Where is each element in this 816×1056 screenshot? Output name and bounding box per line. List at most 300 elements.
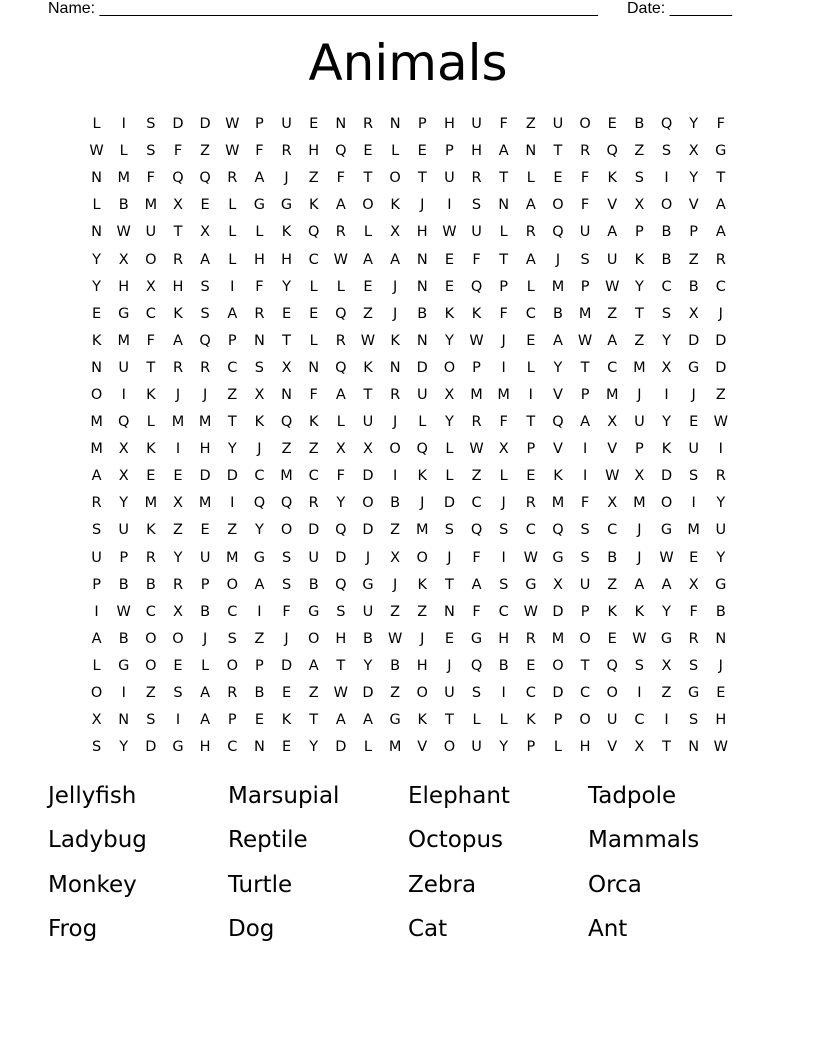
grid-letter[interactable]: T xyxy=(634,305,644,322)
grid-letter[interactable]: A xyxy=(91,630,102,647)
grid-letter[interactable]: Z xyxy=(254,630,265,647)
grid-letter[interactable]: P xyxy=(689,224,699,241)
grid-letter[interactable]: M xyxy=(687,522,700,539)
grid-letter[interactable]: E xyxy=(173,657,183,674)
grid-letter[interactable]: A xyxy=(200,251,211,268)
grid-letter[interactable]: N xyxy=(389,359,401,376)
grid-letter[interactable]: B xyxy=(661,224,672,241)
grid-letter[interactable]: W xyxy=(469,332,484,349)
grid-letter[interactable]: S xyxy=(499,576,509,593)
grid-letter[interactable]: A xyxy=(498,143,509,160)
grid-letter[interactable]: X xyxy=(145,278,156,295)
grid-letter[interactable]: T xyxy=(363,386,373,403)
grid-letter[interactable]: N xyxy=(91,170,102,187)
grid-letter[interactable]: K xyxy=(444,305,455,322)
grid-letter[interactable]: N xyxy=(118,712,130,729)
grid-letter[interactable]: A xyxy=(715,197,726,214)
grid-letter[interactable]: S xyxy=(336,603,346,620)
grid-letter[interactable]: C xyxy=(254,468,265,485)
grid-letter[interactable]: N xyxy=(416,251,428,268)
grid-letter[interactable]: O xyxy=(226,657,238,674)
grid-letter[interactable]: M xyxy=(198,495,212,512)
grid-letter[interactable]: N xyxy=(253,332,265,349)
grid-letter[interactable]: U xyxy=(281,116,292,133)
grid-letter[interactable]: F xyxy=(173,143,183,160)
grid-letter[interactable]: V xyxy=(607,197,618,214)
grid-letter[interactable]: W xyxy=(89,143,104,160)
grid-letter[interactable]: Q xyxy=(335,522,347,539)
grid-letter[interactable]: G xyxy=(308,603,320,620)
grid-letter[interactable]: Z xyxy=(363,305,373,322)
grid-letter[interactable]: M xyxy=(470,386,483,403)
grid-letter[interactable]: Y xyxy=(499,739,509,756)
grid-letter[interactable]: R xyxy=(308,495,319,512)
grid-letter[interactable]: E xyxy=(444,251,454,268)
grid-letter[interactable]: P xyxy=(526,739,536,756)
grid-letter[interactable]: W xyxy=(523,603,538,620)
grid-letter[interactable]: O xyxy=(443,359,456,376)
grid-letter[interactable]: U xyxy=(552,116,564,133)
grid-letter[interactable]: Z xyxy=(227,522,238,539)
grid-letter[interactable]: D xyxy=(172,116,184,133)
grid-letter[interactable]: M xyxy=(117,332,130,349)
grid-letter[interactable]: D xyxy=(199,116,211,133)
grid-letter[interactable]: I xyxy=(664,170,669,187)
grid-letter[interactable]: T xyxy=(444,576,454,593)
grid-letter[interactable]: Q xyxy=(280,495,293,512)
grid-letter[interactable]: F xyxy=(336,468,345,485)
grid-letter[interactable]: Z xyxy=(715,386,726,403)
grid-letter[interactable]: R xyxy=(227,170,238,187)
grid-letter[interactable]: J xyxy=(202,630,208,647)
grid-letter[interactable]: E xyxy=(309,116,319,133)
grid-letter[interactable]: Z xyxy=(471,468,482,485)
grid-letter[interactable]: X xyxy=(281,359,292,376)
grid-letter[interactable]: F xyxy=(472,251,481,268)
grid-letter[interactable]: W xyxy=(469,441,484,458)
grid-letter[interactable]: W xyxy=(713,739,728,756)
grid-letter[interactable]: F xyxy=(255,143,264,160)
grid-letter[interactable]: T xyxy=(580,359,590,376)
grid-letter[interactable]: U xyxy=(362,414,374,431)
grid-letter[interactable]: O xyxy=(145,630,157,647)
grid-letter[interactable]: X xyxy=(607,414,618,431)
grid-letter[interactable]: O xyxy=(579,712,591,729)
grid-letter[interactable]: A xyxy=(91,468,102,485)
grid-letter[interactable]: K xyxy=(634,603,645,620)
grid-letter[interactable]: T xyxy=(417,170,427,187)
grid-letter[interactable]: O xyxy=(552,197,564,214)
grid-letter[interactable]: C xyxy=(308,251,319,268)
grid-letter[interactable]: W xyxy=(442,224,457,241)
grid-letter[interactable]: T xyxy=(282,332,291,349)
grid-letter[interactable]: U xyxy=(145,224,157,241)
grid-letter[interactable]: P xyxy=(227,712,237,729)
grid-letter[interactable]: L xyxy=(391,143,400,160)
grid-letter[interactable]: I xyxy=(392,468,398,485)
grid-letter[interactable]: J xyxy=(637,522,642,539)
grid-letter[interactable]: C xyxy=(715,278,726,295)
grid-letter[interactable]: C xyxy=(661,278,672,295)
grid-letter[interactable]: O xyxy=(389,441,401,458)
grid-letter[interactable]: G xyxy=(525,576,537,593)
grid-letter[interactable]: K xyxy=(173,305,183,322)
grid-letter[interactable]: U xyxy=(118,522,130,539)
grid-letter[interactable]: R xyxy=(471,170,482,187)
grid-letter[interactable]: M xyxy=(144,197,158,214)
grid-letter[interactable]: J xyxy=(392,305,398,322)
grid-letter[interactable]: T xyxy=(580,657,590,674)
grid-letter[interactable]: L xyxy=(119,143,128,160)
grid-letter[interactable]: Y xyxy=(662,603,671,620)
grid-letter[interactable]: X xyxy=(254,386,265,403)
grid-letter[interactable]: N xyxy=(91,224,102,241)
grid-letter[interactable]: S xyxy=(580,549,590,566)
grid-letter[interactable]: C xyxy=(498,603,509,620)
grid-letter[interactable]: M xyxy=(117,170,130,187)
grid-letter[interactable]: U xyxy=(118,359,130,376)
grid-letter[interactable]: T xyxy=(662,739,671,756)
grid-letter[interactable]: O xyxy=(660,197,673,214)
grid-letter[interactable]: W xyxy=(360,332,376,349)
grid-letter[interactable]: F xyxy=(499,116,508,133)
grid-letter[interactable]: O xyxy=(226,576,238,593)
grid-letter[interactable]: E xyxy=(553,170,563,187)
grid-letter[interactable]: Z xyxy=(200,143,211,160)
grid-letter[interactable]: U xyxy=(416,386,428,403)
grid-letter[interactable]: J xyxy=(420,630,425,647)
grid-letter[interactable]: L xyxy=(92,197,101,214)
grid-letter[interactable]: O xyxy=(579,630,591,647)
grid-letter[interactable]: D xyxy=(660,468,673,485)
grid-letter[interactable]: M xyxy=(198,414,212,431)
grid-letter[interactable]: G xyxy=(660,522,673,539)
grid-letter[interactable]: A xyxy=(553,332,563,349)
grid-letter[interactable]: Z xyxy=(417,603,428,620)
grid-letter[interactable]: I xyxy=(175,712,181,729)
grid-letter[interactable]: E xyxy=(607,116,617,133)
grid-letter[interactable]: S xyxy=(200,278,210,295)
grid-letter[interactable]: X xyxy=(91,712,102,729)
grid-letter[interactable]: I xyxy=(691,495,696,512)
grid-letter[interactable]: G xyxy=(715,143,727,160)
grid-letter[interactable]: Q xyxy=(606,143,618,160)
grid-letter[interactable]: Y xyxy=(254,522,264,539)
grid-letter[interactable]: R xyxy=(335,224,346,241)
grid-letter[interactable]: X xyxy=(118,251,129,268)
grid-letter[interactable]: M xyxy=(497,386,510,403)
grid-letter[interactable]: Q xyxy=(253,495,266,512)
grid-letter[interactable]: V xyxy=(607,739,618,756)
grid-letter[interactable]: D xyxy=(416,359,428,376)
grid-letter[interactable]: M xyxy=(280,468,293,485)
grid-letter[interactable]: E xyxy=(91,305,102,322)
grid-letter[interactable]: Z xyxy=(634,143,645,160)
grid-letter[interactable]: Z xyxy=(308,441,319,458)
grid-letter[interactable]: P xyxy=(580,278,590,295)
grid-letter[interactable]: L xyxy=(336,414,345,431)
grid-letter[interactable]: A xyxy=(661,576,672,593)
grid-letter[interactable]: M xyxy=(171,414,185,431)
grid-letter[interactable]: M xyxy=(226,549,239,566)
grid-letter[interactable]: Y xyxy=(227,441,237,458)
grid-letter[interactable]: O xyxy=(552,657,564,674)
grid-letter[interactable]: Q xyxy=(416,441,428,458)
grid-letter[interactable]: O xyxy=(606,685,618,702)
grid-letter[interactable]: J xyxy=(420,197,425,214)
grid-letter[interactable]: K xyxy=(281,712,292,729)
grid-letter[interactable]: H xyxy=(253,251,265,268)
grid-letter[interactable]: S xyxy=(689,712,699,729)
grid-letter[interactable]: S xyxy=(91,522,102,539)
grid-letter[interactable]: R xyxy=(525,495,536,512)
grid-letter[interactable]: H xyxy=(443,116,455,133)
grid-letter[interactable]: R xyxy=(525,224,536,241)
grid-letter[interactable]: Q xyxy=(552,414,564,431)
grid-letter[interactable]: D xyxy=(145,739,157,756)
grid-letter[interactable]: I xyxy=(501,685,506,702)
grid-letter[interactable]: D xyxy=(280,657,293,674)
grid-letter[interactable]: B xyxy=(607,549,618,566)
grid-letter[interactable]: L xyxy=(526,278,535,295)
grid-letter[interactable]: F xyxy=(309,386,318,403)
grid-letter[interactable]: R xyxy=(688,630,699,647)
grid-letter[interactable]: X xyxy=(634,739,645,756)
grid-letter[interactable]: H xyxy=(715,712,727,729)
grid-letter[interactable]: K xyxy=(91,332,102,349)
grid-letter[interactable]: L xyxy=(526,359,535,376)
grid-letter[interactable]: E xyxy=(363,143,373,160)
grid-letter[interactable]: T xyxy=(146,359,156,376)
grid-letter[interactable]: K xyxy=(308,197,319,214)
grid-letter[interactable]: B xyxy=(254,685,265,702)
grid-letter[interactable]: I xyxy=(582,468,588,485)
grid-letter[interactable]: Y xyxy=(689,170,699,187)
grid-letter[interactable]: I xyxy=(175,441,181,458)
grid-letter[interactable]: K xyxy=(471,305,482,322)
grid-letter[interactable]: P xyxy=(553,712,563,729)
grid-letter[interactable]: O xyxy=(416,549,428,566)
grid-letter[interactable]: X xyxy=(363,441,373,458)
grid-letter[interactable]: A xyxy=(335,386,346,403)
grid-letter[interactable]: F xyxy=(499,305,508,322)
grid-letter[interactable]: A xyxy=(173,332,183,349)
grid-letter[interactable]: B xyxy=(308,576,319,593)
grid-letter[interactable]: H xyxy=(308,143,320,160)
grid-letter[interactable]: H xyxy=(335,630,347,647)
grid-letter[interactable]: X xyxy=(607,495,618,512)
grid-letter[interactable]: I xyxy=(582,441,588,458)
grid-letter[interactable]: A xyxy=(200,685,211,702)
grid-letter[interactable]: B xyxy=(118,630,129,647)
grid-letter[interactable]: X xyxy=(498,441,509,458)
grid-letter[interactable]: E xyxy=(146,468,156,485)
grid-letter[interactable]: U xyxy=(688,441,699,458)
grid-letter[interactable]: S xyxy=(173,685,183,702)
grid-letter[interactable]: Z xyxy=(661,685,672,702)
grid-letter[interactable]: S xyxy=(634,170,644,187)
grid-letter[interactable]: U xyxy=(606,712,618,729)
grid-letter[interactable]: Y xyxy=(662,332,671,349)
grid-letter[interactable]: S xyxy=(444,522,454,539)
grid-letter[interactable]: S xyxy=(689,657,699,674)
grid-letter[interactable]: R xyxy=(172,359,184,376)
grid-letter[interactable]: Z xyxy=(390,522,401,539)
grid-letter[interactable]: U xyxy=(444,685,455,702)
grid-letter[interactable]: R xyxy=(91,495,102,512)
grid-letter[interactable]: E xyxy=(716,685,726,702)
grid-letter[interactable]: O xyxy=(416,685,428,702)
grid-letter[interactable]: K xyxy=(308,414,319,431)
grid-letter[interactable]: D xyxy=(688,332,700,349)
grid-letter[interactable]: S xyxy=(146,143,156,160)
grid-letter[interactable]: H xyxy=(281,251,292,268)
grid-letter[interactable]: Q xyxy=(470,657,483,674)
grid-letter[interactable]: Z xyxy=(688,251,699,268)
grid-letter[interactable]: K xyxy=(417,576,428,593)
grid-letter[interactable]: F xyxy=(716,116,725,133)
grid-letter[interactable]: U xyxy=(634,414,645,431)
grid-letter[interactable]: D xyxy=(226,468,238,485)
grid-letter[interactable]: B xyxy=(715,603,726,620)
grid-letter[interactable]: H xyxy=(471,143,482,160)
grid-letter[interactable]: Z xyxy=(281,441,292,458)
grid-letter[interactable]: H xyxy=(498,630,510,647)
grid-letter[interactable]: X xyxy=(661,657,672,674)
grid-letter[interactable]: D xyxy=(362,522,374,539)
grid-letter[interactable]: E xyxy=(281,305,292,322)
grid-letter[interactable]: D xyxy=(362,468,374,485)
grid-letter[interactable]: U xyxy=(362,603,374,620)
grid-letter[interactable]: A xyxy=(227,305,238,322)
grid-letter[interactable]: L xyxy=(336,278,345,295)
grid-letter[interactable]: L xyxy=(92,116,101,133)
grid-letter[interactable]: E xyxy=(200,197,210,214)
grid-letter[interactable]: X xyxy=(661,359,672,376)
grid-letter[interactable]: I xyxy=(718,441,723,458)
grid-letter[interactable]: S xyxy=(499,522,509,539)
grid-letter[interactable]: B xyxy=(200,603,211,620)
grid-letter[interactable]: I xyxy=(257,603,262,620)
grid-letter[interactable]: J xyxy=(392,576,398,593)
grid-letter[interactable]: A xyxy=(607,332,618,349)
grid-letter[interactable]: F xyxy=(282,603,291,620)
grid-letter[interactable]: L xyxy=(418,414,427,431)
grid-letter[interactable]: Q xyxy=(199,170,211,187)
grid-letter[interactable]: K xyxy=(607,170,617,187)
grid-letter[interactable]: Y xyxy=(444,414,454,431)
grid-letter[interactable]: G xyxy=(660,630,673,647)
grid-letter[interactable]: J xyxy=(284,630,289,647)
grid-letter[interactable]: Y xyxy=(689,116,699,133)
grid-letter[interactable]: F xyxy=(689,603,698,620)
grid-letter[interactable]: H xyxy=(416,657,428,674)
grid-letter[interactable]: L xyxy=(309,278,318,295)
grid-letter[interactable]: M xyxy=(578,305,592,322)
grid-letter[interactable]: K xyxy=(254,414,265,431)
grid-letter[interactable]: H xyxy=(416,224,428,241)
grid-letter[interactable]: F xyxy=(580,170,590,187)
grid-letter[interactable]: N xyxy=(416,278,428,295)
grid-letter[interactable]: T xyxy=(499,251,509,268)
grid-letter[interactable]: D xyxy=(715,359,727,376)
grid-letter[interactable]: O xyxy=(389,170,401,187)
grid-letter[interactable]: Y xyxy=(173,549,183,566)
grid-letter[interactable]: L xyxy=(255,224,264,241)
grid-letter[interactable]: Y xyxy=(282,278,291,295)
grid-letter[interactable]: B xyxy=(145,576,156,593)
grid-letter[interactable]: M xyxy=(551,495,565,512)
grid-letter[interactable]: K xyxy=(146,522,156,539)
grid-letter[interactable]: U xyxy=(579,576,591,593)
grid-letter[interactable]: R xyxy=(715,251,726,268)
grid-letter[interactable]: R xyxy=(227,685,238,702)
grid-letter[interactable]: X xyxy=(390,224,401,241)
grid-letter[interactable]: K xyxy=(417,468,428,485)
grid-letter[interactable]: Y xyxy=(553,359,563,376)
grid-letter[interactable]: Z xyxy=(308,685,319,702)
grid-letter[interactable]: Y xyxy=(716,549,726,566)
grid-letter[interactable]: Q xyxy=(335,305,347,322)
grid-letter[interactable]: Z xyxy=(390,603,401,620)
grid-letter[interactable]: J xyxy=(392,414,398,431)
grid-letter[interactable]: X xyxy=(634,468,645,485)
grid-letter[interactable]: B xyxy=(552,305,563,322)
grid-letter[interactable]: O xyxy=(362,197,374,214)
grid-letter[interactable]: D xyxy=(199,468,211,485)
grid-letter[interactable]: J xyxy=(447,549,452,566)
grid-letter[interactable]: R xyxy=(525,630,536,647)
grid-letter[interactable]: V xyxy=(607,441,618,458)
grid-letter[interactable]: J xyxy=(284,170,289,187)
grid-letter[interactable]: X xyxy=(634,197,645,214)
grid-letter[interactable]: A xyxy=(390,251,401,268)
grid-letter[interactable]: Q xyxy=(470,278,483,295)
grid-letter[interactable]: Q xyxy=(552,522,564,539)
grid-letter[interactable]: I xyxy=(637,685,642,702)
grid-letter[interactable]: W xyxy=(632,630,647,647)
grid-letter[interactable]: X xyxy=(173,197,183,214)
grid-letter[interactable]: K xyxy=(146,386,156,403)
grid-letter[interactable]: S xyxy=(254,359,265,376)
grid-letter[interactable]: A xyxy=(308,657,319,674)
grid-letter[interactable]: X xyxy=(118,468,129,485)
grid-letter[interactable]: P xyxy=(580,386,590,403)
grid-letter[interactable]: N xyxy=(389,116,401,133)
grid-letter[interactable]: S xyxy=(200,305,210,322)
grid-letter[interactable]: K xyxy=(553,468,563,485)
grid-letter[interactable]: Q xyxy=(470,522,483,539)
grid-letter[interactable]: T xyxy=(716,170,726,187)
grid-letter[interactable]: T xyxy=(309,712,319,729)
grid-letter[interactable]: T xyxy=(336,657,346,674)
grid-letter[interactable]: K xyxy=(281,224,292,241)
grid-letter[interactable]: Y xyxy=(444,332,454,349)
grid-letter[interactable]: K xyxy=(390,332,400,349)
grid-letter[interactable]: W xyxy=(713,414,728,431)
grid-letter[interactable]: C xyxy=(525,522,536,539)
grid-letter[interactable]: Y xyxy=(716,495,726,512)
grid-letter[interactable]: D xyxy=(552,603,564,620)
grid-letter[interactable]: N xyxy=(525,143,537,160)
grid-letter[interactable]: G xyxy=(688,685,700,702)
grid-letter[interactable]: J xyxy=(637,549,642,566)
grid-letter[interactable]: E xyxy=(526,332,536,349)
grid-letter[interactable]: C xyxy=(471,495,482,512)
grid-letter[interactable]: G xyxy=(389,712,401,729)
grid-letter[interactable]: A xyxy=(471,576,482,593)
grid-letter[interactable]: W xyxy=(225,143,240,160)
